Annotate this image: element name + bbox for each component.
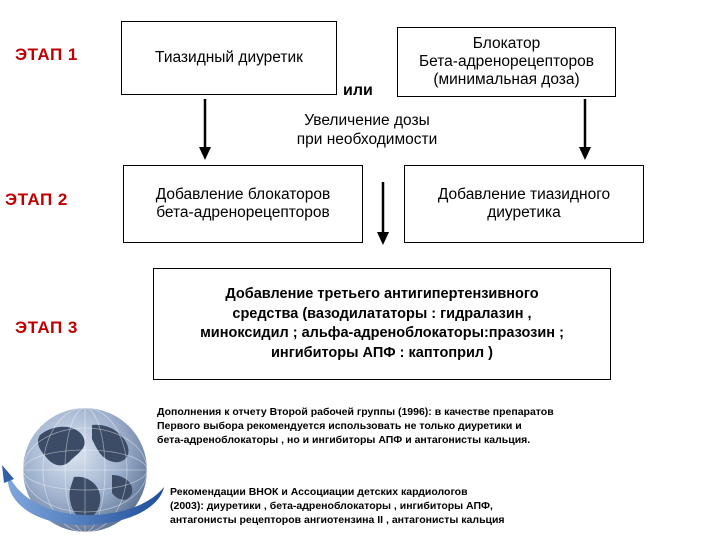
arrow-left-down-icon — [198, 99, 212, 161]
third-agent-box — [153, 268, 611, 380]
globe-icon — [0, 395, 170, 540]
or-label: или — [343, 82, 373, 99]
vnok-recommendation-note: Рекомендации ВНОК и Ассоциации детских кардиологов (2003): диуретики , бета-адреноблокаторы , ингибиторы АПФ, антагонисты рецепторов ангиотензина II , антагонисты кальция — [170, 486, 505, 526]
third-agent-text: Добавление третьего антигипертензивного средства (вазодилататоры : гидралазин , миноксидил ; альфа-адреноблокаторы:празозин ; ингибиторы АПФ : каптоприл ) — [200, 286, 564, 361]
arrow-center-down-icon — [376, 182, 390, 246]
arrow-right-down-icon — [578, 99, 592, 161]
add-beta-blocker-text: Добавление блокаторов бета-адренорецепторов — [155, 186, 331, 221]
stage-2-label: ЭТАП 2 — [5, 190, 68, 209]
beta-blocker-box — [397, 27, 616, 97]
thiazide-diuretic-box — [121, 21, 337, 95]
beta-blocker-text: Блокатор Бета-адренорецепторов (минимальная доза) — [418, 35, 595, 88]
stage-3-label: ЭТАП 3 — [15, 318, 78, 337]
thiazide-diuretic-text: Тиазидный диуретик — [155, 49, 303, 66]
dose-increase-label: Увеличение дозы при необходимости — [296, 112, 438, 148]
add-thiazide-text: Добавление тиазидного диуретика — [437, 186, 611, 221]
add-beta-blocker-box — [123, 165, 363, 243]
add-thiazide-box — [404, 165, 644, 243]
who-report-note: Дополнения к отчету Второй рабочей группы (1996): в качестве препаратов Первого выбора рекомендуется использовать не только диуретики и бета-адреноблокаторы , но и ингибиторы АПФ и антагонисты кальция. — [157, 406, 554, 446]
stage-1-label: ЭТАП 1 — [15, 45, 78, 64]
